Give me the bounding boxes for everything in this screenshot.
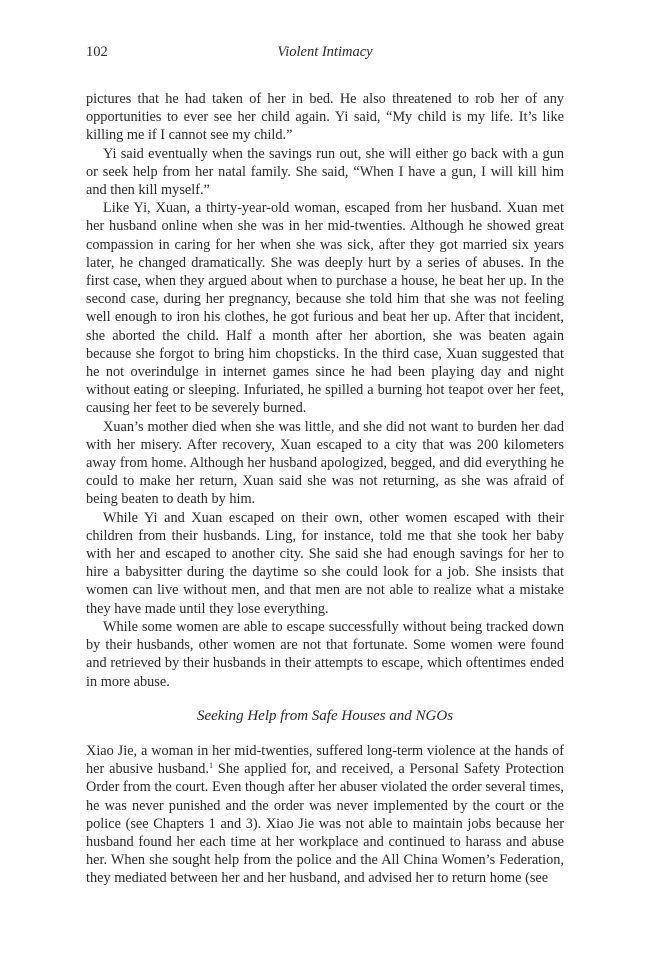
section-heading: Seeking Help from Safe Houses and NGOs xyxy=(196,708,454,724)
footnote-marker[interactable]: 1 xyxy=(209,761,213,771)
paragraph: While some women are able to escape successfully without being tracked down by their husbands, other women are not that fortunate. Some women were found and retrieved by their husbands in their attempts to escape, which oftentimes ended in more abuse. xyxy=(86,618,564,690)
paragraph-text: She applied for, and received, a Personal Safety Protection Order from the court. Even though after her abuser violated the order several times, he was never punished and the order was never implemented by the court or the police (see Chapters 1 and 3). Xiao Jie was not able to maintain jobs because her husband found her each time at her workplace and continued to harass and abuse her. When she sought help from the police and the All China Women’s Federation, they mediated between her and her husband, and advised her to return home (see xyxy=(86,761,564,887)
page-number: 102 xyxy=(86,44,108,60)
running-title: Violent Intimacy xyxy=(277,44,373,60)
paragraph: Yi said eventually when the savings run out, she will either go back with a gun or seek help from her natal family. She said, “When I have a gun, I will kill him and then kill myself.” xyxy=(86,145,564,199)
paragraph: Like Yi, Xuan, a thirty-year-old woman, escaped from her husband. Xuan met her husband online when she was in her mid-twenties. Although he showed great compassion in caring for her when she was sick, after they got married six years later, he changed dramatically. She was deeply hurt by a series of abuses. In the first case, when they argued about when to purchase a house, he beat her up. In the second case, during her pregnancy, because she told him that she was not feeling well enough to iron his clothes, he got furious and beat her up. After that incident, she aborted the child. Half a month after her abortion, she was beaten again because she forgot to bring him chopsticks. In the third case, Xuan suggested that he not overindulge in internet games since he had been playing day and night without eating or sleeping. Infuriated, he spilled a burning hot teapot over her feet, causing her feet to be severely burned. xyxy=(86,200,564,417)
paragraph-text: Xiao Jie, a woman in her mid-twenties, suffered long-term violence at the hands of her abusive husband. xyxy=(86,743,564,778)
body-text xyxy=(86,90,564,691)
paragraph: While Yi and Xuan escaped on their own, other women escaped with their children from their husbands. Ling, for instance, told me that she took her baby with her and escaped to another city. She said she had enough savings for her to hire a babysitter during the daytime so she could look for a job. She insists that women can live without men, and that men are not able to realize what a mistake they have made until they lose everything. xyxy=(86,509,564,617)
paragraph: Xuan’s mother died when she was little, and she did not want to burden her dad with her misery. After recovery, Xuan escaped to a city that was 200 kilometers away from home. Although her husband apologized, begged, and did everything he could to make her return, Xuan said she was not returning, as she was afraid of being beaten to death by him. xyxy=(86,418,564,508)
section-body-text xyxy=(86,742,564,888)
paragraph xyxy=(86,742,564,888)
running-head xyxy=(86,44,564,66)
paragraph: pictures that he had taken of her in bed. He also threatened to rob her of any opportunities to ever see her child again. Yi said, “My child is my life. It’s like killing me if I cannot see my child.” xyxy=(86,91,564,144)
